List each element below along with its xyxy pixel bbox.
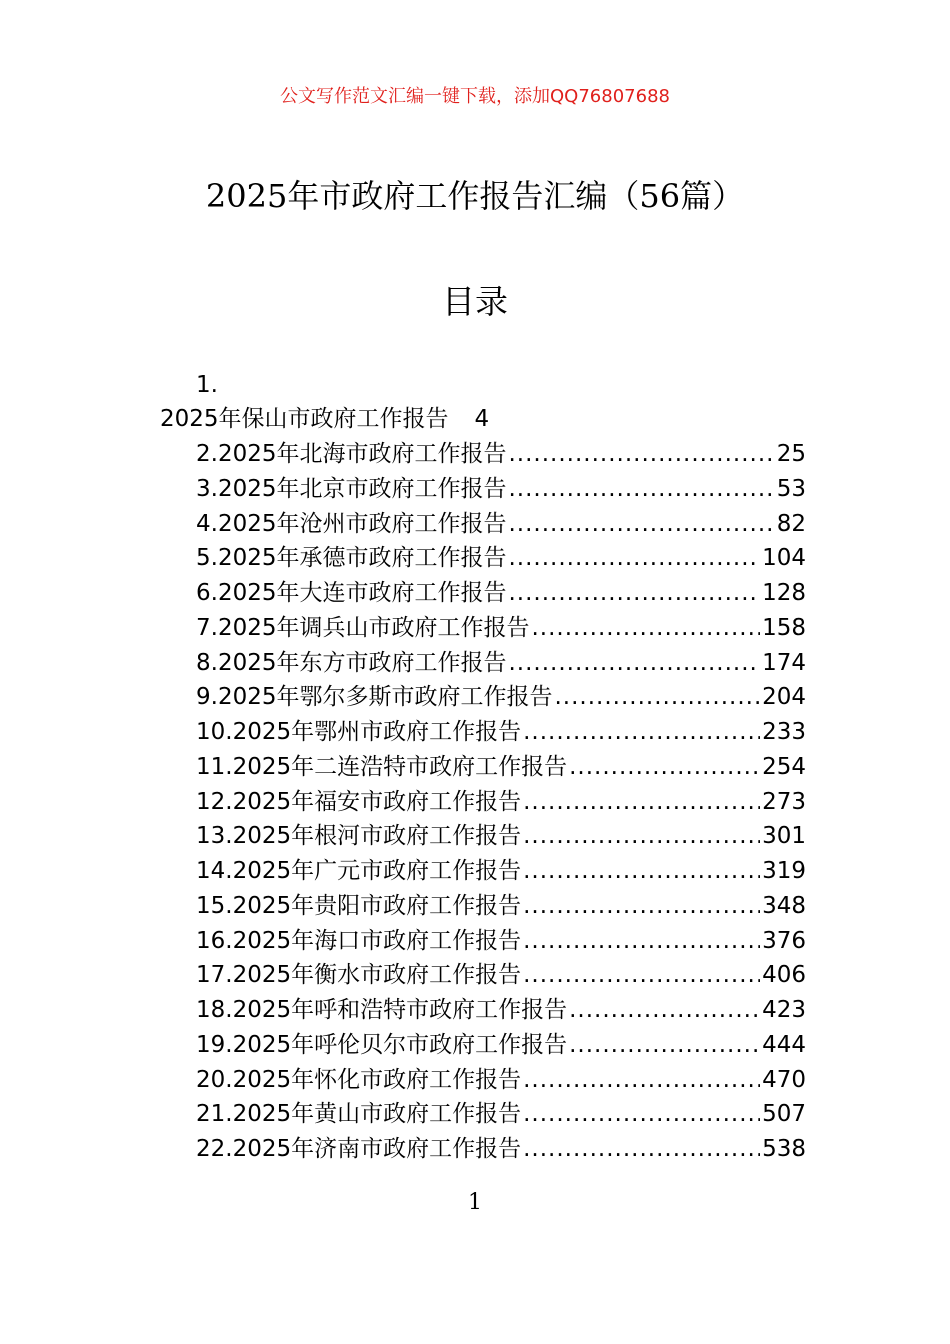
dot-leader: [508, 541, 760, 576]
dot-leader: [508, 437, 774, 472]
toc-item-page: 507: [762, 1101, 806, 1128]
toc-item-label: 10.2025年鄂州市政府工作报告: [196, 719, 522, 745]
toc-item-page: 254: [762, 753, 806, 780]
dot-leader: [523, 1097, 760, 1132]
toc-item-label: 20.2025年怀化市政府工作报告: [196, 1066, 522, 1093]
toc-item-page: 174: [762, 649, 806, 676]
toc-item[interactable]: [196, 1028, 806, 1063]
toc-item-page: 25: [776, 441, 806, 467]
toc-item[interactable]: [196, 472, 806, 507]
toc-item-label: 2025年保山市政府工作报告: [160, 406, 449, 432]
dot-leader: [569, 750, 760, 785]
toc-item[interactable]: [196, 437, 806, 472]
toc-item-page: 406: [762, 962, 806, 989]
toc-item[interactable]: [196, 1097, 806, 1132]
table-of-contents: [196, 437, 806, 1167]
toc-item[interactable]: [196, 889, 806, 924]
toc-item-page: 158: [762, 614, 806, 641]
dot-leader: [531, 611, 760, 646]
dot-leader: [523, 1063, 760, 1098]
toc-item-label: 19.2025年呼伦贝尔市政府工作报告: [196, 1031, 568, 1058]
document-title: 2025年市政府工作报告汇编（56篇）: [205, 177, 745, 215]
toc-item-label: 5.2025年承德市政府工作报告: [196, 545, 507, 572]
toc-item[interactable]: [196, 715, 806, 750]
dot-leader: [523, 1132, 760, 1167]
toc-item[interactable]: [196, 541, 806, 576]
toc-item[interactable]: [196, 750, 806, 785]
dot-leader: [508, 576, 760, 611]
toc-item[interactable]: [196, 924, 806, 959]
toc-item[interactable]: [196, 993, 806, 1028]
dot-leader: [523, 819, 760, 854]
toc-item-1-number: 1.: [196, 372, 218, 398]
toc-item-page: 423: [762, 997, 806, 1023]
toc-item-page: 538: [762, 1136, 806, 1162]
toc-item-page: 376: [762, 927, 806, 954]
dot-leader: [569, 993, 760, 1028]
toc-item-page: 348: [762, 892, 806, 919]
download-notice: 公文写作范文汇编一键下载，添加QQ76807688: [280, 86, 670, 107]
toc-item-page: 273: [762, 788, 806, 815]
toc-item-label: 3.2025年北京市政府工作报告: [196, 475, 507, 502]
toc-item-label: 22.2025年济南市政府工作报告: [196, 1136, 522, 1162]
toc-item[interactable]: [196, 611, 806, 646]
dot-leader: [508, 646, 760, 681]
toc-item-label: 6.2025年大连市政府工作报告: [196, 580, 507, 606]
toc-item-label: 8.2025年东方市政府工作报告: [196, 649, 507, 676]
toc-item[interactable]: [196, 680, 806, 715]
toc-item-page: 319: [762, 858, 806, 884]
toc-item-label: 11.2025年二连浩特市政府工作报告: [196, 753, 568, 780]
toc-item-page: 301: [762, 823, 806, 850]
toc-item-page: 470: [762, 1066, 806, 1093]
page-number: 1: [468, 1190, 482, 1215]
toc-item-page: 444: [762, 1031, 806, 1058]
toc-item-label: 9.2025年鄂尔多斯市政府工作报告: [196, 684, 553, 711]
dot-leader: [523, 785, 760, 820]
toc-item[interactable]: [196, 819, 806, 854]
toc-heading: 目录: [442, 282, 508, 321]
toc-item-page: 204: [762, 684, 806, 711]
toc-item[interactable]: [196, 958, 806, 993]
toc-item-page: 82: [776, 510, 806, 537]
dot-leader: [523, 958, 760, 993]
toc-item-page: 4: [474, 406, 490, 432]
toc-item[interactable]: [196, 507, 806, 542]
toc-item-label: 18.2025年呼和浩特市政府工作报告: [196, 997, 568, 1023]
toc-item[interactable]: [196, 576, 806, 611]
toc-item-page: 104: [762, 545, 806, 572]
toc-item-label: 4.2025年沧州市政府工作报告: [196, 510, 507, 537]
dot-leader: [554, 680, 760, 715]
toc-item-label: 14.2025年广元市政府工作报告: [196, 858, 522, 884]
toc-item[interactable]: [196, 646, 806, 681]
toc-item-label: 12.2025年福安市政府工作报告: [196, 788, 522, 815]
toc-item-page: 128: [762, 580, 806, 606]
toc-item-label: 13.2025年根河市政府工作报告: [196, 823, 522, 850]
toc-item-1[interactable]: [160, 402, 489, 436]
dot-leader: [523, 889, 760, 924]
dot-leader: [508, 472, 774, 507]
toc-item[interactable]: [196, 1063, 806, 1098]
toc-item-label: 2.2025年北海市政府工作报告: [196, 441, 507, 467]
toc-item-label: 17.2025年衡水市政府工作报告: [196, 962, 522, 989]
toc-item[interactable]: [196, 785, 806, 820]
toc-item-label: 7.2025年调兵山市政府工作报告: [196, 614, 530, 641]
dot-leader: [523, 715, 760, 750]
toc-item[interactable]: [196, 1132, 806, 1167]
dot-leader: [523, 924, 760, 959]
toc-item-label: 15.2025年贵阳市政府工作报告: [196, 892, 522, 919]
toc-item-page: 233: [762, 719, 806, 745]
toc-item[interactable]: [196, 854, 806, 889]
toc-item-label: 21.2025年黄山市政府工作报告: [196, 1101, 522, 1128]
dot-leader: [569, 1028, 760, 1063]
dot-leader: [508, 507, 774, 542]
toc-item-page: 53: [776, 475, 806, 502]
toc-item-label: 16.2025年海口市政府工作报告: [196, 927, 522, 954]
dot-leader: [523, 854, 760, 889]
